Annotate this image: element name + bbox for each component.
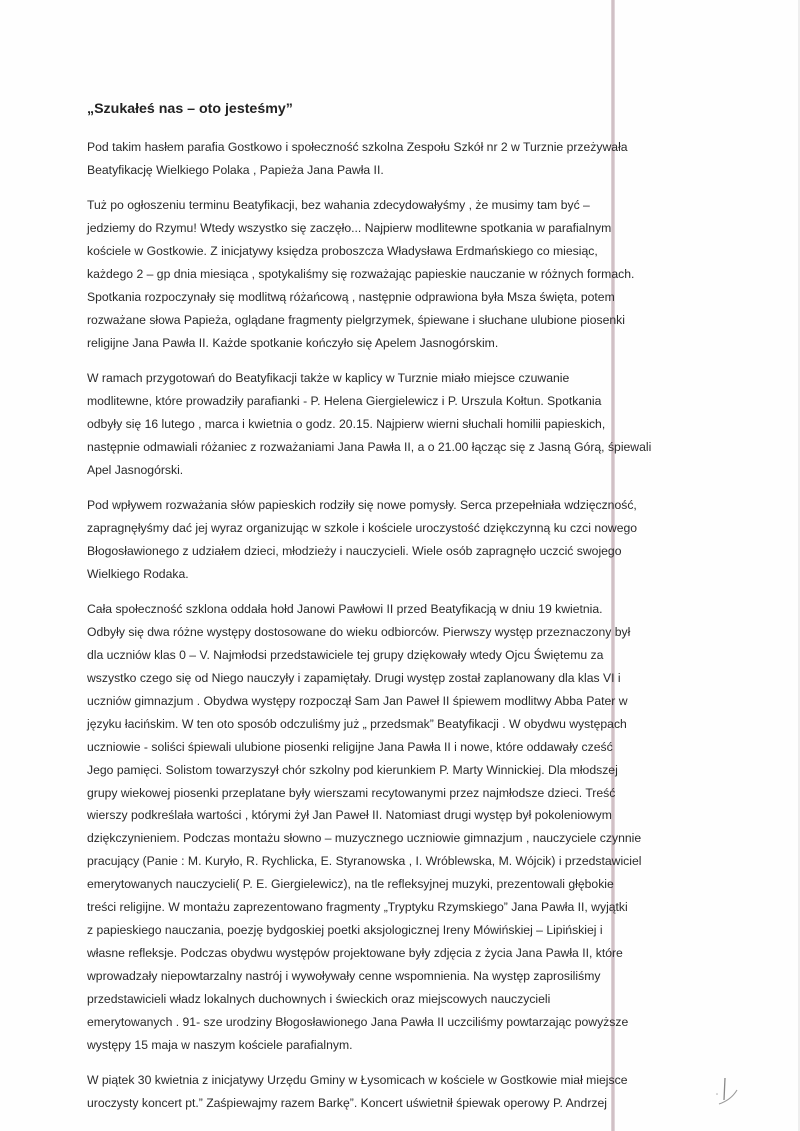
paragraph: W ramach przygotowań do Beatyfikacji także w kaplicy w Turznie miało miejsce czuwanie modlitewne, które prowadziły parafianki - P. Helena Giergielewicz i P. Urszula Kołtun. Spotkania odbyły się 16 lutego , marca i kwietnia o godz. 20.15. Najpierw wierni słuchali homilii papieskich, następnie odmawiali różaniec z rozważaniami Jana Pawła II, a o 21.00 łącząc się z Jasną Górą, śpiewali Apel Jasnogórski. xyxy=(87,371,652,477)
handwritten-initial-mark xyxy=(715,1070,755,1110)
paragraph: W piątek 30 kwietnia z inicjatywy Urzędu Gminy w Łysomicach w kościele w Gostkowie miał miejsce uroczysty koncert pt.” Zaśpiewajmy razem Barkę”. Koncert uświetnił śpiewak operowy P. Andrzej xyxy=(87,1072,628,1110)
paragraph: Pod takim hasłem parafia Gostkowo i społeczność szkolna Zespołu Szkół nr 2 w Turznie przeżywała Beatyfikację Wielkiego Polaka , Papieża Jana Pawła II. xyxy=(87,140,628,177)
paragraph: Pod wpływem rozważania słów papieskich rodziły się nowe pomysły. Serca przepełniała wdzięczność, zapragnęłyśmy dać jej wyraz organizując w szkole i kościele uroczystość dziękczynną ku czci nowego Błogosławionego z udziałem dzieci, młodzieży i nauczycieli. Wiele osób zapragnęło uczcić swojego Wielkiego Rodaka. xyxy=(87,498,638,581)
paragraph: Cała społeczność szklona oddała hołd Janowi Pawłowi II przed Beatyfikacją w dniu 19 kwietnia. Odbyły się dwa różne występy dostosowane do wieku odbiorców. Pierwszy występ przeznaczony był dla uczniów klas 0 – V. Najmłodsi przedstawiciele tej grupy dziękowały wtedy Ojcu Świętemu za wszystko czego się od Niego nauczyły i zapamiętały. Drugi występ został zaplanowany dla klas VI i uczniów gimnazjum . Obydwa występy rozpoczął Sam Jan Paweł II śpiewem modlitwy Abba Pater w języku łacińskim. W ten oto sposób odczuliśmy już „ przedsmak” Beatyfikacji . W obydwu występach uczniowie - soliści śpiewali ulubione piosenki religijne Jana Pawła II i nowe, które oddawały cześć Jego pamięci. Solistom towarzyszył chór szkolny pod kierunkiem P. Marty Winnickiej. Dla młodszej grupy wiekowej piosenki przeplatane były wierszami recytowanymi przez najmłodsze dzieci. Treść wierszy podkreślała wartości , którymi żył Jan Paweł II. Natomiast drugi występ był pokoleniowym dziękczynieniem. Podczas montażu słowno – muzycznego uczniowie gimnazjum , nauczyciele czynnie pracujący (Panie : M. Kuryło, R. Rychlicka, E. Styranowska , I. Wróblewska, M. Wójcik) i przedstawiciel emerytowanych nauczycieli( P. E. Giergielewicz), na tle refleksyjnej muzyki, prezentowali głębokie treści religijne. W montażu zaprezentowano fragmenty „Tryptyku Rzymskiego” Jana Pawła II, wyjątki z papieskiego nauczania, poezję bydgoskiej poetki aksjologicznej Ireny Mówińskiej – Lipińskiej i własne refleksje. Podczas obydwu występów projektowane były zdjęcia z życia Jana Pawła II, które wprowadzały niepowtarzalny nastrój i wywoływały cenne wspomnienia. Na występ zaprosiliśmy przedstawicieli władz lokalnych duchownych i świeckich oraz miejscowych nauczycieli emerytowanych . 91- sze urodziny Błogosławionego Jana Pawła II uczciliśmy powtarzając powyższe występy 15 maja w naszym kościele parafialnym. xyxy=(87,602,642,1052)
paragraph: Tuż po ogłoszeniu terminu Beatyfikacji, bez wahania zdecydowałyśmy , że musimy tam być – jedziemy do Rzymu! Wtedy wszystko się zaczęło... Najpierw modlitewne spotkania w parafialnym kościele w Gostkowie. Z inicjatywy księdza proboszcza Władysława Erdmańskiego co miesiąc, każdego 2 – gp dnia miesiąca , spotykaliśmy się rozważając papieskie nauczanie w różnych formach. Spotkania rozpoczynały się modlitwą różańcową , następnie odprawiona była Msza święta, potem rozważane słowa Papieża, oglądane fragmenty pielgrzymek, śpiewane i słuchane ulubione piosenki religijne Jana Pawła II. Każde spotkanie kończyło się Apelem Jasnogórskim. xyxy=(87,198,635,350)
document-title: „Szukałeś nas – oto jesteśmy” xyxy=(87,101,293,117)
document-body xyxy=(87,101,727,1127)
